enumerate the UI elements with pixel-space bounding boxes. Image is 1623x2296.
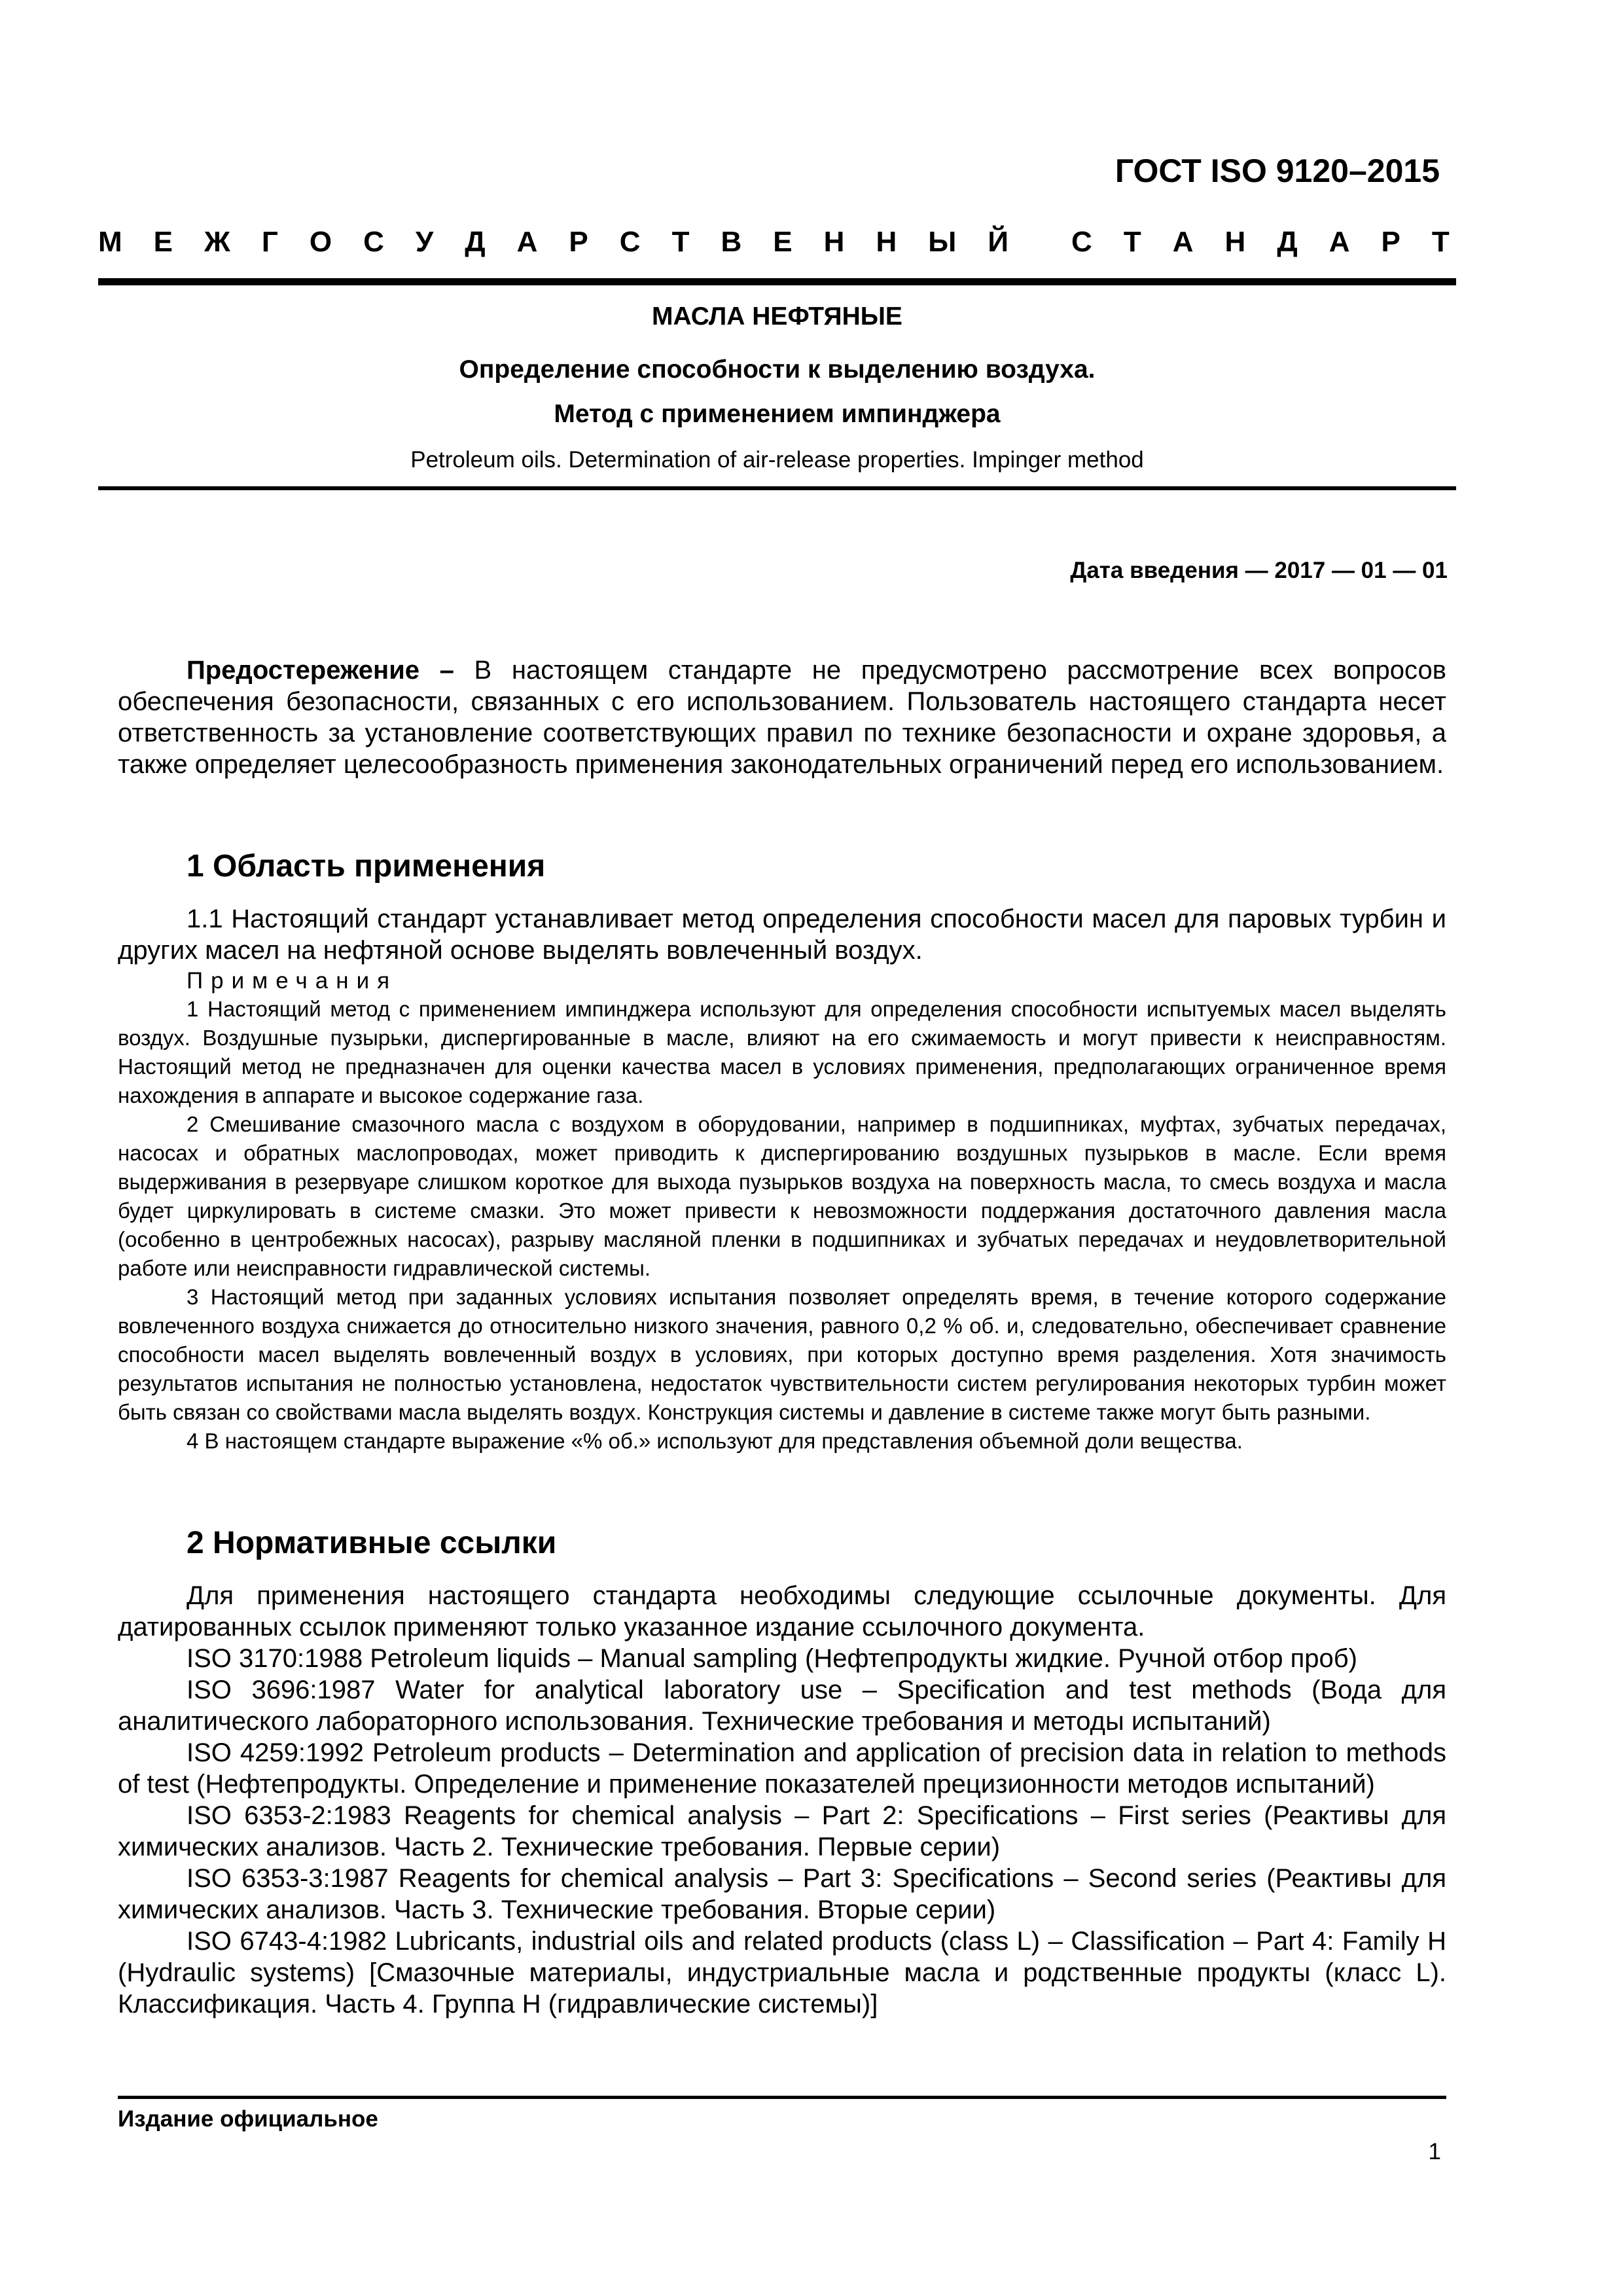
header-letter: Г	[261, 226, 278, 258]
header-letter: Д	[1277, 226, 1298, 258]
reference-item: ISO 6353-2:1983 Reagents for chemical analysis – Part 2: Specifications – First series (Реактивы для химических анализов. Часть 2. Технические требования. Первые серии)	[118, 1801, 1446, 1861]
section-2-paragraph: Для применения настоящего стандарта необходимы следующие ссылочные документы. Для датированных ссылок применяют только указанное издание ссылочного документа.	[118, 1581, 1446, 1641]
note-item: 2 Смешивание смазочного масла с воздухом в оборудовании, например в подшипниках, муфтах, зубчатых передачах, насосах и обратных маслопроводах, может приводить к диспергированию воздушных пузырьков в масле. Если время выдерживания в резервуаре слишком короткое для выхода пузырьков воздуха на поверхность масла, то смесь воздуха и масла будет циркулировать в системе смазки. Это может привести к невозможности поддержания достаточного давления масла (особенно в центробежных насосах), разрыву масляной пленки в подшипниках и зубчатых передачах и неудовлетворительной работе или неисправности гидравлической системы.	[118, 1112, 1446, 1280]
section-1-notes	[118, 967, 1446, 1456]
section-1-heading-block	[118, 848, 1446, 884]
header-letter: Н	[823, 226, 845, 258]
reference-item: ISO 6743-4:1982 Lubricants, industrial oils and related products (class L) – Classification – Part 4: Family H (Hydraulic systems) [Смазочные материалы, индустриальные масла и родственные продукты (класс L). Классификация. Часть 4. Группа H (гидравлические системы)]	[118, 1927, 1446, 2018]
header-letter: С	[1071, 226, 1092, 258]
section-1-heading: 1 Область применения	[187, 849, 546, 884]
header-letter: Т	[1431, 226, 1450, 258]
warning-text: В настоящем стандарте не предусмотрено рассмотрение всех вопросов обеспечения безопасности, связанных с его использованием. Пользователь настоящего стандарта несет ответственность за установление соответствующих правил по технике безопасности и охране здоровья, а также определяет целесообразность применения законодательных ограничений перед его использованием.	[118, 656, 1446, 779]
header-letter: У	[415, 226, 434, 258]
header-letter: Н	[1224, 226, 1246, 258]
header-letter: С	[619, 226, 641, 258]
header-letter: Е	[153, 226, 173, 258]
note-item: 1 Настоящий метод с применением импинджера используют для определения способности испытуемых масел выделять воздух. Воздушные пузырьки, диспергированные в масле, влияют на его сжимаемость и могут привести к неисправностям. Настоящий метод не предназначен для оценки качества масел в условиях применения, предполагающих ограниченное время нахождения в аппарате и высокое содержание газа.	[118, 997, 1446, 1107]
header-letter: Й	[988, 226, 1008, 258]
title-rule	[98, 486, 1456, 490]
header-letter: О	[309, 226, 332, 258]
footer-rule	[118, 2096, 1446, 2099]
header-letter: В	[721, 226, 742, 258]
header-letter: А	[516, 226, 538, 258]
note-item: 4 В настоящем стандарте выражение «% об.» используют для представления объемной доли вещества.	[187, 1429, 1243, 1453]
header-letter: Т	[1123, 226, 1141, 258]
section-2-body	[118, 1580, 1446, 2020]
title-english: Petroleum oils. Determination of air-release properties. Impinger method	[410, 447, 1144, 473]
standard-type-header	[98, 226, 1450, 259]
reference-item: ISO 4259:1992 Petroleum products – Determination and application of precision data in relation to methods of test (Нефтепродукты. Определение и применение показателей прецизионности методов испытаний)	[118, 1738, 1446, 1799]
header-letter: М	[98, 226, 122, 258]
document-code: ГОСТ ISO 9120–2015	[1115, 152, 1440, 189]
note-item: 3 Настоящий метод при заданных условиях испытания позволяет определять время, в течение которого содержание вовлеченного воздуха снижается до относительно низкого значения, равного 0,2 % об. и, следовательно, обеспечивает сравнение способности масел выделять вовлеченный воздух в условиях, при которых доступно время разделения. Хотя значимость результатов испытания не полностью установлена, недостаток чувствительности систем регулирования некоторых турбин может быть связан со свойствами масла выделять воздух. Конструкция системы и давление в системе также могут быть разными.	[118, 1285, 1446, 1424]
reference-item: ISO 3696:1987 Water for analytical laboratory use – Specification and test methods (Вода для аналитического лабораторного использования. Технические требования и методы испытаний)	[118, 1676, 1446, 1736]
header-letter: Р	[569, 226, 588, 258]
notes-heading: Примечания	[187, 968, 398, 994]
header-letter: А	[1329, 226, 1350, 258]
warning-paragraph	[118, 655, 1446, 780]
reference-item: ISO 6353-3:1987 Reagents for chemical analysis – Part 3: Specifications – Second series (Реактивы для химических анализов. Часть 3. Технические требования. Вторые серии)	[118, 1864, 1446, 1924]
header-letter: А	[1172, 226, 1194, 258]
title-subtitle-1: Определение способности к выделению воздуха.	[459, 355, 1096, 384]
section-1-body	[118, 903, 1446, 966]
section-1-paragraph: 1.1 Настоящий стандарт устанавливает метод определения способности масел для паровых турбин и других масел на нефтяной основе выделять вовлеченный воздух.	[118, 905, 1446, 965]
reference-item: ISO 3170:1988 Petroleum liquids – Manual sampling (Нефтепродукты жидкие. Ручной отбор проб)	[187, 1644, 1358, 1673]
section-2-heading-block	[118, 1525, 1446, 1561]
title-subtitle-2: Метод с применением импинджера	[554, 400, 1001, 428]
header-letter: Т	[671, 226, 690, 258]
section-2-heading: 2 Нормативные ссылки	[187, 1526, 557, 1560]
header-rule	[98, 278, 1456, 285]
header-letter: Е	[773, 226, 793, 258]
header-letter: Р	[1381, 226, 1400, 258]
header-letter: Ж	[204, 226, 230, 258]
header-letter: Ы	[928, 226, 957, 258]
header-letter: С	[363, 226, 384, 258]
page-number: 1	[1428, 2139, 1441, 2164]
introduction-date: Дата введения — 2017 — 01 — 01	[1070, 558, 1448, 583]
header-letter: Д	[465, 226, 486, 258]
title-main: МАСЛА НЕФТЯНЫЕ	[652, 302, 902, 331]
edition-label: Издание официальное	[118, 2106, 378, 2132]
warning-label: Предостережение –	[187, 656, 454, 685]
header-letter: Н	[876, 226, 897, 258]
warning-block	[118, 655, 1446, 780]
